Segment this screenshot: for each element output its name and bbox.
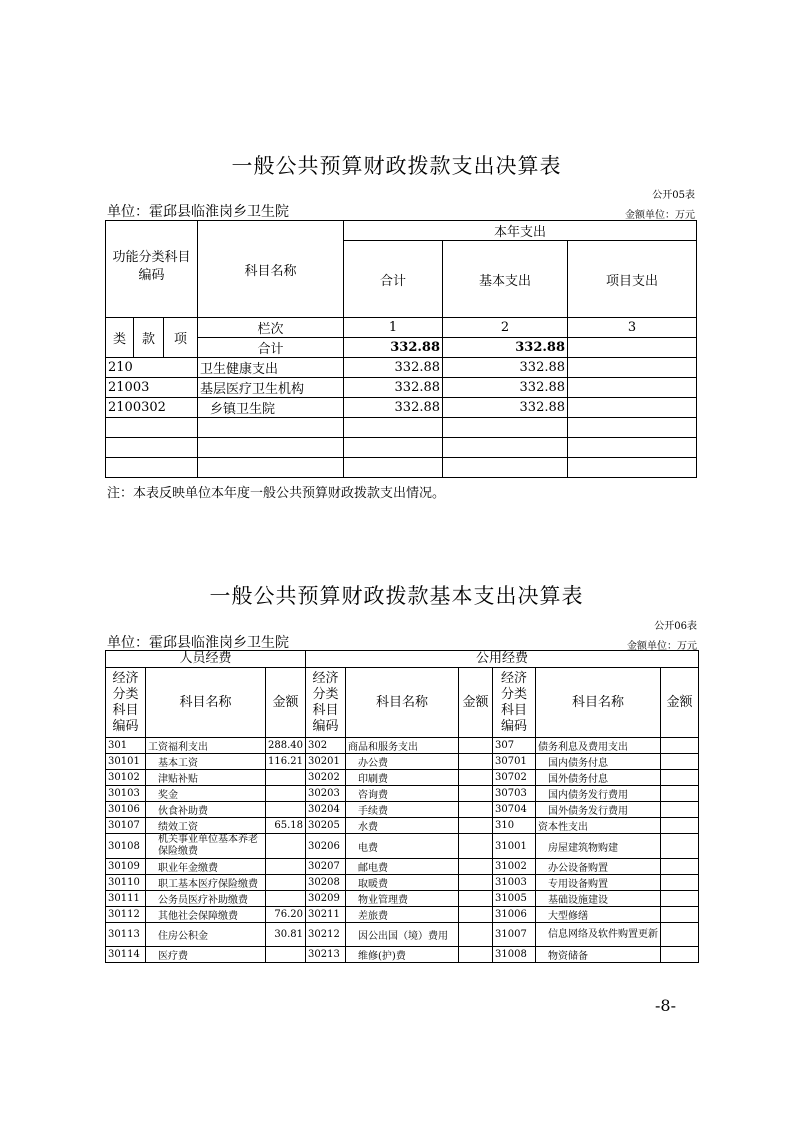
row-code: 30110 xyxy=(106,875,146,891)
row-code: 31006 xyxy=(493,907,536,923)
table-row xyxy=(106,802,699,818)
row-code: 310 xyxy=(493,818,536,834)
table-row xyxy=(106,834,699,859)
table-row xyxy=(106,358,697,378)
row-amount xyxy=(661,947,699,963)
row-code: 30101 xyxy=(106,754,146,770)
row-amount: 288.40 xyxy=(266,738,306,754)
header-amount: 金额 xyxy=(459,668,493,738)
row-amount xyxy=(661,802,699,818)
table-row xyxy=(106,859,699,875)
row-code: 31005 xyxy=(493,891,536,907)
row-code: 307 xyxy=(493,738,536,754)
row-amount xyxy=(459,923,493,947)
row-code: 30201 xyxy=(306,754,346,770)
row-name: 信息网络及软件购置更新 xyxy=(536,923,661,947)
row-amount xyxy=(459,891,493,907)
row-code: 31003 xyxy=(493,875,536,891)
row-name: 大型修缮 xyxy=(536,907,661,923)
header-project: 项目支出 xyxy=(568,241,697,318)
row-code: 30704 xyxy=(493,802,536,818)
header-code: 经济分类科目编码 xyxy=(493,668,536,738)
row-amount xyxy=(266,834,306,859)
row-amount xyxy=(459,834,493,859)
row-name: 职业年金缴费 xyxy=(146,859,266,875)
header-public: 公用经费 xyxy=(306,651,699,668)
row-name: 奖金 xyxy=(146,786,266,802)
row-amount xyxy=(661,786,699,802)
header-basic: 基本支出 xyxy=(443,241,568,318)
row-amount xyxy=(266,770,306,786)
header-name: 科目名称 xyxy=(146,668,266,738)
row-amount xyxy=(459,754,493,770)
row-name: 物业管理费 xyxy=(346,891,459,907)
expenditure-table xyxy=(105,220,697,478)
row-code: 30108 xyxy=(106,834,146,859)
row-code: 30111 xyxy=(106,891,146,907)
row-amount: 65.18 xyxy=(266,818,306,834)
header-lei: 类 xyxy=(106,318,134,358)
row-amount: 76.20 xyxy=(266,907,306,923)
row-code: 30204 xyxy=(306,802,346,818)
header-func-code: 功能分类科目编码 xyxy=(106,221,198,318)
row-code: 21003 xyxy=(106,378,198,398)
row-code: 30203 xyxy=(306,786,346,802)
table-row xyxy=(106,738,699,754)
row-code: 30212 xyxy=(306,923,346,947)
row-code: 31001 xyxy=(493,834,536,859)
table-row xyxy=(106,398,697,418)
row-code: 30113 xyxy=(106,923,146,947)
row-name: 办公设备购置 xyxy=(536,859,661,875)
sum-basic: 332.88 xyxy=(443,338,568,358)
table2-title: 一般公共预算财政拨款基本支出决算表 xyxy=(209,584,584,608)
row-name: 其他社会保障缴费 xyxy=(146,907,266,923)
table1-code: 公开05表 xyxy=(652,190,695,201)
row-code: 30112 xyxy=(106,907,146,923)
col-num: 3 xyxy=(568,318,697,338)
row-code: 31002 xyxy=(493,859,536,875)
row-name: 乡镇卫生院 xyxy=(198,398,344,418)
row-code: 31008 xyxy=(493,947,536,963)
row-name: 基本工资 xyxy=(146,754,266,770)
row-amount: 30.81 xyxy=(266,923,306,947)
header-name: 科目名称 xyxy=(536,668,661,738)
row-name: 咨询费 xyxy=(346,786,459,802)
row-name: 卫生健康支出 xyxy=(198,358,344,378)
table-row xyxy=(106,923,699,947)
table2-unit: 单位：霍邱县临淮岗乡卫生院 xyxy=(107,635,289,651)
col-num: 1 xyxy=(344,318,443,338)
row-name: 公务员医疗补助缴费 xyxy=(146,891,266,907)
row-name: 津贴补贴 xyxy=(146,770,266,786)
row-name: 国外债务发行费用 xyxy=(536,802,661,818)
row-code: 30213 xyxy=(306,947,346,963)
header-total: 合计 xyxy=(344,241,443,318)
row-code: 31007 xyxy=(493,923,536,947)
table-row xyxy=(106,891,699,907)
row-code: 30209 xyxy=(306,891,346,907)
row-amount xyxy=(661,754,699,770)
row-name: 住房公积金 xyxy=(146,923,266,947)
row-name: 机关事业单位基本养老保险缴费 xyxy=(146,834,266,859)
table2-money-unit: 金额单位：万元 xyxy=(627,641,697,652)
table-row xyxy=(106,875,699,891)
row-amount xyxy=(459,947,493,963)
row-name: 基础设施建设 xyxy=(536,891,661,907)
row-name: 基层医疗卫生机构 xyxy=(198,378,344,398)
table-row xyxy=(106,786,699,802)
row-amount xyxy=(266,786,306,802)
row-code: 30205 xyxy=(306,818,346,834)
row-amount xyxy=(661,818,699,834)
row-name: 取暖费 xyxy=(346,875,459,891)
row-code: 30102 xyxy=(106,770,146,786)
row-name: 国内债务发行费用 xyxy=(536,786,661,802)
row-name: 房屋建筑物购建 xyxy=(536,834,661,859)
row-name: 国内债务付息 xyxy=(536,754,661,770)
sum-total: 332.88 xyxy=(344,338,443,358)
row-code: 30106 xyxy=(106,802,146,818)
row-amount: 116.21 xyxy=(266,754,306,770)
header-personnel: 人员经费 xyxy=(106,651,306,668)
row-code: 30701 xyxy=(493,754,536,770)
row-amount xyxy=(661,770,699,786)
row-name: 电费 xyxy=(346,834,459,859)
row-code: 30107 xyxy=(106,818,146,834)
row-name: 资本性支出 xyxy=(536,818,661,834)
row-amount xyxy=(266,947,306,963)
row-name: 国外债务付息 xyxy=(536,770,661,786)
table-row xyxy=(106,378,697,398)
row-basic: 332.88 xyxy=(443,398,568,418)
row-code: 30703 xyxy=(493,786,536,802)
row-amount xyxy=(459,907,493,923)
row-name: 工资福利支出 xyxy=(146,738,266,754)
table-row xyxy=(106,754,699,770)
header-kuan: 款 xyxy=(134,318,164,358)
row-name: 医疗费 xyxy=(146,947,266,963)
row-total: 332.88 xyxy=(344,358,443,378)
row-code: 30202 xyxy=(306,770,346,786)
row-code: 301 xyxy=(106,738,146,754)
row-amount xyxy=(661,738,699,754)
row-amount xyxy=(266,875,306,891)
row-basic: 332.88 xyxy=(443,378,568,398)
row-code: 2100302 xyxy=(106,398,198,418)
row-name: 差旅费 xyxy=(346,907,459,923)
row-code: 30207 xyxy=(306,859,346,875)
row-amount xyxy=(661,891,699,907)
row-amount xyxy=(459,738,493,754)
row-code: 30114 xyxy=(106,947,146,963)
table-row xyxy=(106,818,699,834)
row-amount xyxy=(266,891,306,907)
row-amount xyxy=(459,875,493,891)
table1-unit: 单位：霍邱县临淮岗乡卫生院 xyxy=(107,204,289,220)
row-amount xyxy=(459,859,493,875)
table1-title: 一般公共预算财政拨款支出决算表 xyxy=(231,154,562,178)
row-name: 职工基本医疗保险缴费 xyxy=(146,875,266,891)
row-name: 专用设备购置 xyxy=(536,875,661,891)
sum-label: 合计 xyxy=(198,338,344,358)
row-code: 210 xyxy=(106,358,198,378)
row-amount xyxy=(459,770,493,786)
header-xiang: 项 xyxy=(164,318,198,358)
header-amount: 金额 xyxy=(661,668,699,738)
row-code: 30206 xyxy=(306,834,346,859)
row-name: 债务利息及费用支出 xyxy=(536,738,661,754)
row-name: 办公费 xyxy=(346,754,459,770)
row-code: 30103 xyxy=(106,786,146,802)
header-year: 本年支出 xyxy=(344,221,697,241)
row-code: 30208 xyxy=(306,875,346,891)
row-amount xyxy=(661,834,699,859)
header-lanci: 栏次 xyxy=(198,318,344,338)
table-row xyxy=(106,907,699,923)
row-name: 绩效工资 xyxy=(146,818,266,834)
header-code: 经济分类科目编码 xyxy=(306,668,346,738)
row-total: 332.88 xyxy=(344,378,443,398)
table-row xyxy=(106,947,699,963)
row-amount xyxy=(459,786,493,802)
basic-expenditure-table xyxy=(105,650,699,963)
row-code: 30109 xyxy=(106,859,146,875)
header-amount: 金额 xyxy=(266,668,306,738)
row-name: 物资储备 xyxy=(536,947,661,963)
table-row xyxy=(106,770,699,786)
row-name: 水费 xyxy=(346,818,459,834)
row-amount xyxy=(661,859,699,875)
table1-note: 注：本表反映单位本年度一般公共预算财政拨款支出情况。 xyxy=(107,486,446,501)
table1-money-unit: 金额单位：万元 xyxy=(625,210,695,221)
page-number: -8- xyxy=(655,996,676,1015)
row-amount xyxy=(459,818,493,834)
row-amount xyxy=(661,907,699,923)
row-amount xyxy=(661,875,699,891)
row-amount xyxy=(459,802,493,818)
row-amount xyxy=(266,859,306,875)
row-name: 因公出国（境）费用 xyxy=(346,923,459,947)
row-basic: 332.88 xyxy=(443,358,568,378)
row-amount xyxy=(661,923,699,947)
row-name: 伙食补助费 xyxy=(146,802,266,818)
row-code: 30702 xyxy=(493,770,536,786)
row-name: 邮电费 xyxy=(346,859,459,875)
header-name: 科目名称 xyxy=(198,221,344,318)
row-name: 维修(护)费 xyxy=(346,947,459,963)
col-num: 2 xyxy=(443,318,568,338)
row-amount xyxy=(266,802,306,818)
header-code: 经济分类科目编码 xyxy=(106,668,146,738)
table2-code: 公开06表 xyxy=(654,621,697,632)
row-name: 手续费 xyxy=(346,802,459,818)
row-code: 302 xyxy=(306,738,346,754)
row-code: 30211 xyxy=(306,907,346,923)
header-name: 科目名称 xyxy=(346,668,459,738)
row-name: 商品和服务支出 xyxy=(346,738,459,754)
row-name: 印刷费 xyxy=(346,770,459,786)
row-total: 332.88 xyxy=(344,398,443,418)
